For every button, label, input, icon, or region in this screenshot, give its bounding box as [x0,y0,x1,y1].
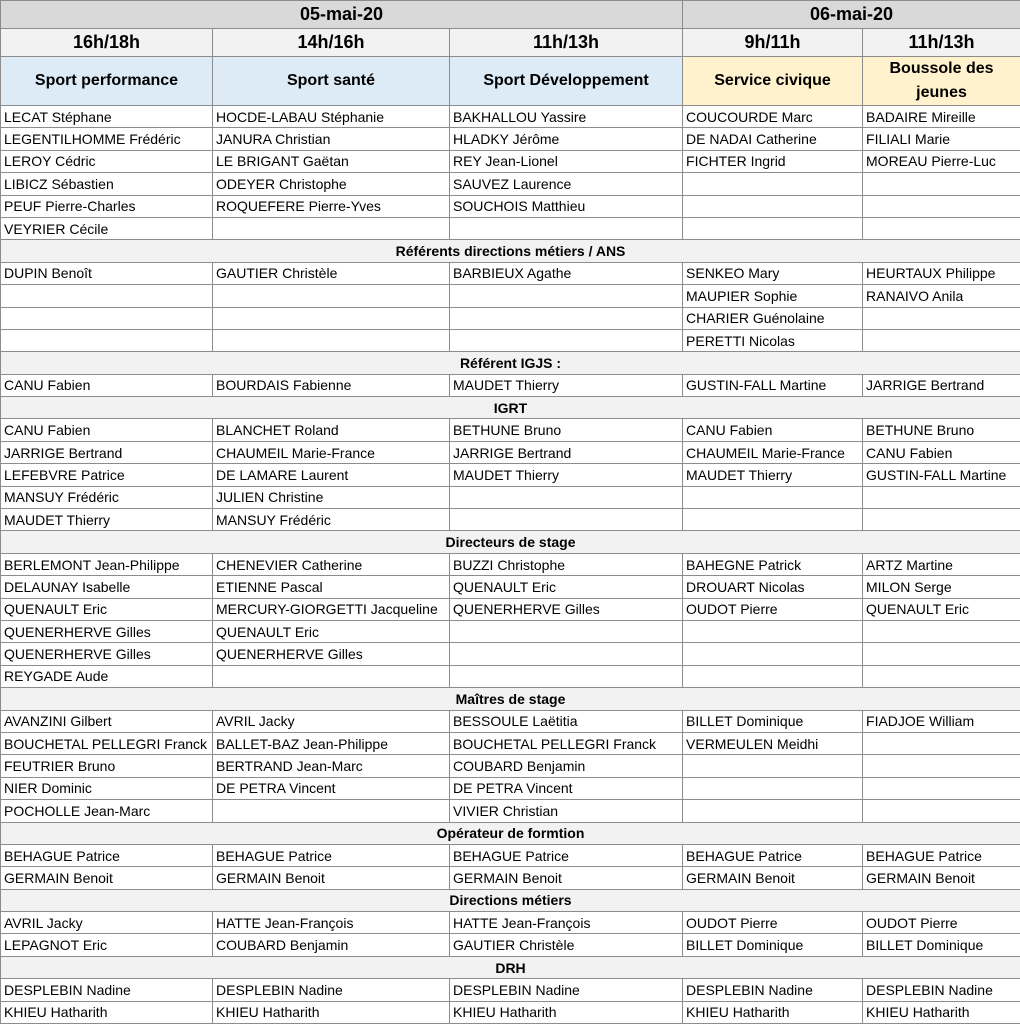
name-cell: BEHAGUE Patrice [213,844,450,866]
name-cell: CHAUMEIL Marie-France [213,441,450,463]
table-row [1,106,1020,128]
name-cell: HATTE Jean-François [213,912,450,934]
name-cell: DESPLEBIN Nadine [450,979,683,1001]
table-row [1,441,1020,463]
name-cell: SOUCHOIS Matthieu [450,195,683,217]
name-cell: JARRIGE Bertrand [450,441,683,463]
name-cell: MAUDET Thierry [683,464,863,486]
name-cell: FEUTRIER Bruno [1,755,213,777]
name-cell: CHAUMEIL Marie-France [683,441,863,463]
name-cell: JULIEN Christine [213,486,450,508]
name-cell [683,643,863,665]
section-header-row [1,956,1020,978]
name-cell: CHARIER Guénolaine [683,307,863,329]
name-cell: OUDOT Pierre [863,912,1020,934]
name-cell: MILON Serge [863,576,1020,598]
name-cell: CANU Fabien [683,419,863,441]
name-cell: JARRIGE Bertrand [1,441,213,463]
name-cell: DESPLEBIN Nadine [1,979,213,1001]
name-cell: KHIEU Hatharith [683,1001,863,1023]
name-cell: MAUPIER Sophie [683,285,863,307]
name-cell [863,620,1020,642]
table-row [1,598,1020,620]
name-cell [213,665,450,687]
name-cell [213,329,450,351]
name-cell [863,643,1020,665]
section-title: Référents directions métiers / ANS [1,240,1020,262]
section-header-row [1,688,1020,710]
name-cell: BEHAGUE Patrice [863,844,1020,866]
table-row [1,486,1020,508]
name-cell: DE PETRA Vincent [213,777,450,799]
name-cell [683,665,863,687]
table-row [1,509,1020,531]
name-cell: BAKHALLOU Yassire [450,106,683,128]
name-cell [683,195,863,217]
table-row [1,464,1020,486]
name-cell: LIBICZ Sébastien [1,173,213,195]
name-cell: BETHUNE Bruno [450,419,683,441]
name-cell [213,800,450,822]
name-cell: BILLET Dominique [863,934,1020,956]
name-cell [683,486,863,508]
name-cell: VERMEULEN Meidhi [683,732,863,754]
name-cell: OUDOT Pierre [683,598,863,620]
name-cell: BLANCHET Roland [213,419,450,441]
name-cell: CANU Fabien [1,374,213,396]
section-header-row [1,889,1020,911]
name-cell [450,307,683,329]
name-cell: GERMAIN Benoit [863,867,1020,889]
table-row [1,710,1020,732]
table-row [1,643,1020,665]
name-cell [450,509,683,531]
name-cell: BETHUNE Bruno [863,419,1020,441]
category-header-cell: Sport performance [1,57,213,106]
table-row [1,150,1020,172]
name-cell: BEHAGUE Patrice [683,844,863,866]
table-row [1,128,1020,150]
name-cell: ROQUEFERE Pierre-Yves [213,195,450,217]
name-cell: GUSTIN-FALL Martine [683,374,863,396]
table-row [1,374,1020,396]
table-row [1,777,1020,799]
name-cell: FILIALI Marie [863,128,1020,150]
name-cell [450,643,683,665]
name-cell: REYGADE Aude [1,665,213,687]
name-cell: GERMAIN Benoit [213,867,450,889]
name-cell: ETIENNE Pascal [213,576,450,598]
name-cell: BERLEMONT Jean-Philippe [1,553,213,575]
name-cell [863,800,1020,822]
name-cell: DE NADAI Catherine [683,128,863,150]
name-cell [863,329,1020,351]
category-header-cell: Boussole des jeunes [863,57,1020,106]
section-title: Référent IGJS : [1,352,1020,374]
name-cell: CANU Fabien [863,441,1020,463]
name-cell: KHIEU Hatharith [1,1001,213,1023]
name-cell: KHIEU Hatharith [213,1001,450,1023]
name-cell: HATTE Jean-François [450,912,683,934]
name-cell [450,285,683,307]
name-cell: POCHOLLE Jean-Marc [1,800,213,822]
name-cell: VIVIER Christian [450,800,683,822]
name-cell [863,665,1020,687]
name-cell: AVRIL Jacky [1,912,213,934]
name-cell: ARTZ Martine [863,553,1020,575]
table-row [1,934,1020,956]
name-cell: KHIEU Hatharith [450,1001,683,1023]
table-row [1,285,1020,307]
time-header-cell: 11h/13h [450,29,683,57]
section-title: DRH [1,956,1020,978]
category-header-cell: Sport Développement [450,57,683,106]
name-cell: DUPIN Benoît [1,262,213,284]
name-cell [1,329,213,351]
name-cell: BAHEGNE Patrick [683,553,863,575]
table-row [1,217,1020,239]
name-cell: DROUART Nicolas [683,576,863,598]
name-cell: KHIEU Hatharith [863,1001,1020,1023]
name-cell: FICHTER Ingrid [683,150,863,172]
name-cell: BOUCHETAL PELLEGRI Franck [450,732,683,754]
name-cell [683,777,863,799]
name-cell [863,307,1020,329]
name-cell: QUENAULT Eric [213,620,450,642]
category-header-cell: Service civique [683,57,863,106]
section-header-row [1,352,1020,374]
category-header-row [1,57,1020,106]
name-cell: BILLET Dominique [683,710,863,732]
name-cell: LEFEBVRE Patrice [1,464,213,486]
name-cell: HEURTAUX Philippe [863,262,1020,284]
name-cell [1,307,213,329]
name-cell: CANU Fabien [1,419,213,441]
name-cell: HLADKY Jérôme [450,128,683,150]
name-cell [213,307,450,329]
name-cell: CHENEVIER Catherine [213,553,450,575]
table-row [1,173,1020,195]
name-cell: QUENAULT Eric [863,598,1020,620]
name-cell: DESPLEBIN Nadine [863,979,1020,1001]
table-row [1,329,1020,351]
name-cell: COUBARD Benjamin [213,934,450,956]
name-cell [683,173,863,195]
name-cell: JARRIGE Bertrand [863,374,1020,396]
table-row [1,262,1020,284]
name-cell: OUDOT Pierre [683,912,863,934]
table-row [1,665,1020,687]
name-cell [683,800,863,822]
name-cell [450,329,683,351]
name-cell [1,285,213,307]
name-cell: GERMAIN Benoit [450,867,683,889]
table-row [1,576,1020,598]
name-cell: GERMAIN Benoit [1,867,213,889]
name-cell: MERCURY-GIORGETTI Jacqueline [213,598,450,620]
date-header-cell: 05-mai-20 [1,1,683,29]
section-title: Directions métiers [1,889,1020,911]
name-cell [863,195,1020,217]
name-cell: DESPLEBIN Nadine [683,979,863,1001]
name-cell: GAUTIER Christèle [450,934,683,956]
name-cell: GERMAIN Benoit [683,867,863,889]
time-header-cell: 16h/18h [1,29,213,57]
time-header-cell: 9h/11h [683,29,863,57]
name-cell: MAUDET Thierry [450,464,683,486]
name-cell: MOREAU Pierre-Luc [863,150,1020,172]
table-row [1,844,1020,866]
name-cell [450,665,683,687]
name-cell: GUSTIN-FALL Martine [863,464,1020,486]
name-cell: QUENERHERVE Gilles [1,620,213,642]
time-header-row [1,29,1020,57]
name-cell: BALLET-BAZ Jean-Philippe [213,732,450,754]
name-cell: BEHAGUE Patrice [1,844,213,866]
name-cell: FIADJOE William [863,710,1020,732]
section-header-row [1,531,1020,553]
name-cell: QUENERHERVE Gilles [450,598,683,620]
table-row [1,800,1020,822]
name-cell: AVANZINI Gilbert [1,710,213,732]
name-cell: ODEYER Christophe [213,173,450,195]
date-header-row [1,1,1020,29]
table-header [1,1,1020,106]
name-cell: LEROY Cédric [1,150,213,172]
name-cell: QUENAULT Eric [1,598,213,620]
name-cell [863,217,1020,239]
name-cell: PEUF Pierre-Charles [1,195,213,217]
name-cell: BOURDAIS Fabienne [213,374,450,396]
date-header-cell: 06-mai-20 [683,1,1020,29]
name-cell: MAUDET Thierry [450,374,683,396]
name-cell: LECAT Stéphane [1,106,213,128]
name-cell: VEYRIER Cécile [1,217,213,239]
section-header-row [1,822,1020,844]
name-cell: MAUDET Thierry [1,509,213,531]
name-cell: NIER Dominic [1,777,213,799]
section-header-row [1,240,1020,262]
name-cell: REY Jean-Lionel [450,150,683,172]
name-cell [213,217,450,239]
table-row [1,755,1020,777]
category-header-cell: Sport santé [213,57,450,106]
name-cell: LE BRIGANT Gaëtan [213,150,450,172]
name-cell: LEGENTILHOMME Frédéric [1,128,213,150]
name-cell: QUENAULT Eric [450,576,683,598]
name-cell [450,620,683,642]
name-cell: MANSUY Frédéric [213,509,450,531]
name-cell: COUCOURDE Marc [683,106,863,128]
name-cell [683,509,863,531]
table-row [1,979,1020,1001]
name-cell: PERETTI Nicolas [683,329,863,351]
section-title: IGRT [1,397,1020,419]
name-cell: QUENERHERVE Gilles [1,643,213,665]
name-cell: LEPAGNOT Eric [1,934,213,956]
name-cell: BUZZI Christophe [450,553,683,575]
name-cell: DE LAMARE Laurent [213,464,450,486]
name-cell: DELAUNAY Isabelle [1,576,213,598]
name-cell [213,285,450,307]
section-title: Directeurs de stage [1,531,1020,553]
name-cell: QUENERHERVE Gilles [213,643,450,665]
table-row [1,912,1020,934]
table-row [1,553,1020,575]
name-cell [863,777,1020,799]
name-cell: BEHAGUE Patrice [450,844,683,866]
section-header-row [1,397,1020,419]
name-cell: AVRIL Jacky [213,710,450,732]
name-cell [683,755,863,777]
name-cell: BARBIEUX Agathe [450,262,683,284]
name-cell: MANSUY Frédéric [1,486,213,508]
table-row [1,620,1020,642]
name-cell: BADAIRE Mireille [863,106,1020,128]
name-cell: JANURA Christian [213,128,450,150]
name-cell [863,755,1020,777]
table-row [1,867,1020,889]
table-row [1,1001,1020,1023]
table-row [1,732,1020,754]
name-cell [450,217,683,239]
name-cell: RANAIVO Anila [863,285,1020,307]
name-cell [863,509,1020,531]
name-cell: SENKEO Mary [683,262,863,284]
name-cell [863,732,1020,754]
section-title: Opérateur de formtion [1,822,1020,844]
name-cell [683,217,863,239]
time-header-cell: 11h/13h [863,29,1020,57]
name-cell: HOCDE-LABAU Stéphanie [213,106,450,128]
table-row [1,307,1020,329]
name-cell: GAUTIER Christèle [213,262,450,284]
table-row [1,195,1020,217]
name-cell [863,173,1020,195]
section-title: Maîtres de stage [1,688,1020,710]
name-cell: DESPLEBIN Nadine [213,979,450,1001]
name-cell: SAUVEZ Laurence [450,173,683,195]
name-cell: BERTRAND Jean-Marc [213,755,450,777]
name-cell [450,486,683,508]
name-cell: BOUCHETAL PELLEGRI Franck [1,732,213,754]
name-cell [683,620,863,642]
name-cell: DE PETRA Vincent [450,777,683,799]
name-cell: COUBARD Benjamin [450,755,683,777]
name-cell: BILLET Dominique [683,934,863,956]
table-row [1,419,1020,441]
table-body [1,106,1020,1024]
name-cell [863,486,1020,508]
name-cell: BESSOULE Laëtitia [450,710,683,732]
time-header-cell: 14h/16h [213,29,450,57]
